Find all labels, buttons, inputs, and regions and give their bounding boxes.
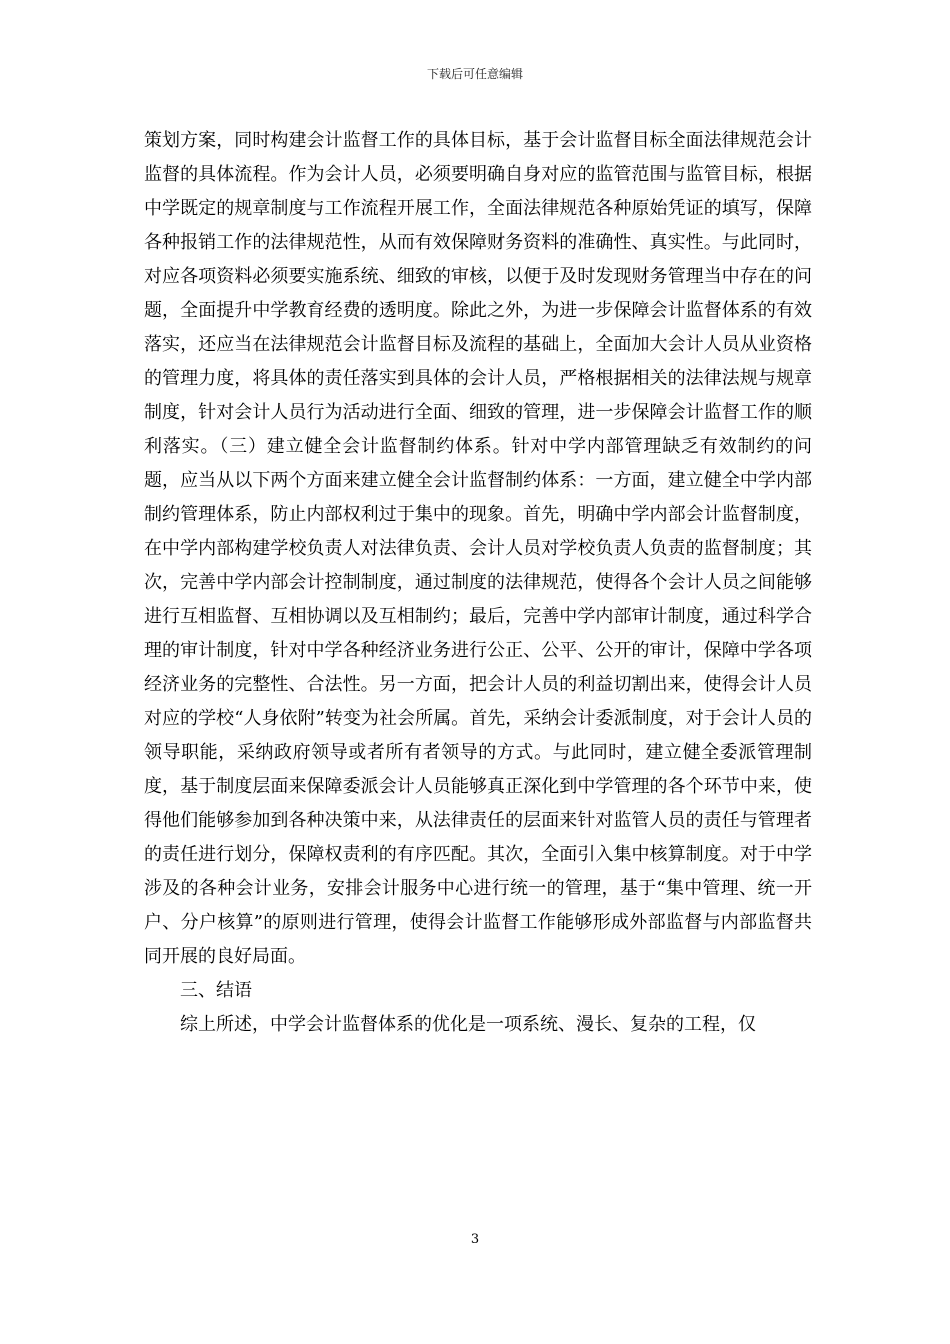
document-body bbox=[144, 124, 812, 1042]
body-paragraph: 策划方案，同时构建会计监督工作的具体目标，基于会计监督目标全面法律规范会计监督的具体流程。作为会计人员，必须要明确自身对应的监管范围与监管目标，根据中学既定的规章制度与工作流程开展工作，全面法律规范各种原始凭证的填写，保障各种报销工作的法律规范性，从而有效保障财务资料的准确性、真实性。与此同时，对应各项资料必须要实施系统、细致的审核，以便于及时发现财务管理当中存在的问题，全面提升中学教育经费的透明度。除此之外，为进一步保障会计监督体系的有效落实，还应当在法律规范会计监督目标及流程的基础上，全面加大会计人员从业资格的管理力度，将具体的责任落实到具体的会计人员，严格根据相关的法律法规与规章制度，针对会计人员行为活动进行全面、细致的管理，进一步保障会计监督工作的顺利落实。（三）建立健全会计监督制约体系。针对中学内部管理缺乏有效制约的问题，应当从以下两个方面来建立健全会计监督制约体系：一方面，建立健全中学内部制约管理体系，防止内部权利过于集中的现象。首先，明确中学内部会计监督制度，在中学内部构建学校负责人对法律负责、会计人员对学校负责人负责的监督制度；其次，完善中学内部会计控制制度，通过制度的法律规范，使得各个会计人员之间能够进行互相监督、互相协调以及互相制约；最后，完善中学内部审计制度，通过科学合理的审计制度，针对中学各种经济业务进行公正、公平、公开的审计，保障中学各项经济业务的完整性、合法性。另一方面，把会计人员的利益切割出来，使得会计人员对应的学校“人身依附”转变为社会所属。首先，采纳会计委派制度，对于会计人员的领导职能，采纳政府领导或者所有者领导的方式。与此同时，建立健全委派管理制度，基于制度层面来保障委派会计人员能够真正深化到中学管理的各个环节中来，使得他们能够参加到各种决策中来，从法律责任的层面来针对监管人员的责任与管理者的责任进行划分，保障权责利的有序匹配。其次，全面引入集中核算制度。对于中学涉及的各种会计业务，安排会计服务中心进行统一的管理，基于“集中管理、统一开户、分户核算”的原则进行管理，使得会计监督工作能够形成外部监督与内部监督共同开展的良好局面。 bbox=[144, 130, 812, 967]
page-number: 3 bbox=[470, 1232, 480, 1247]
page-header: 下载后可任意编辑 bbox=[426, 67, 523, 81]
section-heading: 三、结语 bbox=[180, 980, 252, 1001]
body-paragraph-conclusion: 综上所述，中学会计监督体系的优化是一项系统、漫长、复杂的工程，仅 bbox=[180, 1014, 756, 1035]
